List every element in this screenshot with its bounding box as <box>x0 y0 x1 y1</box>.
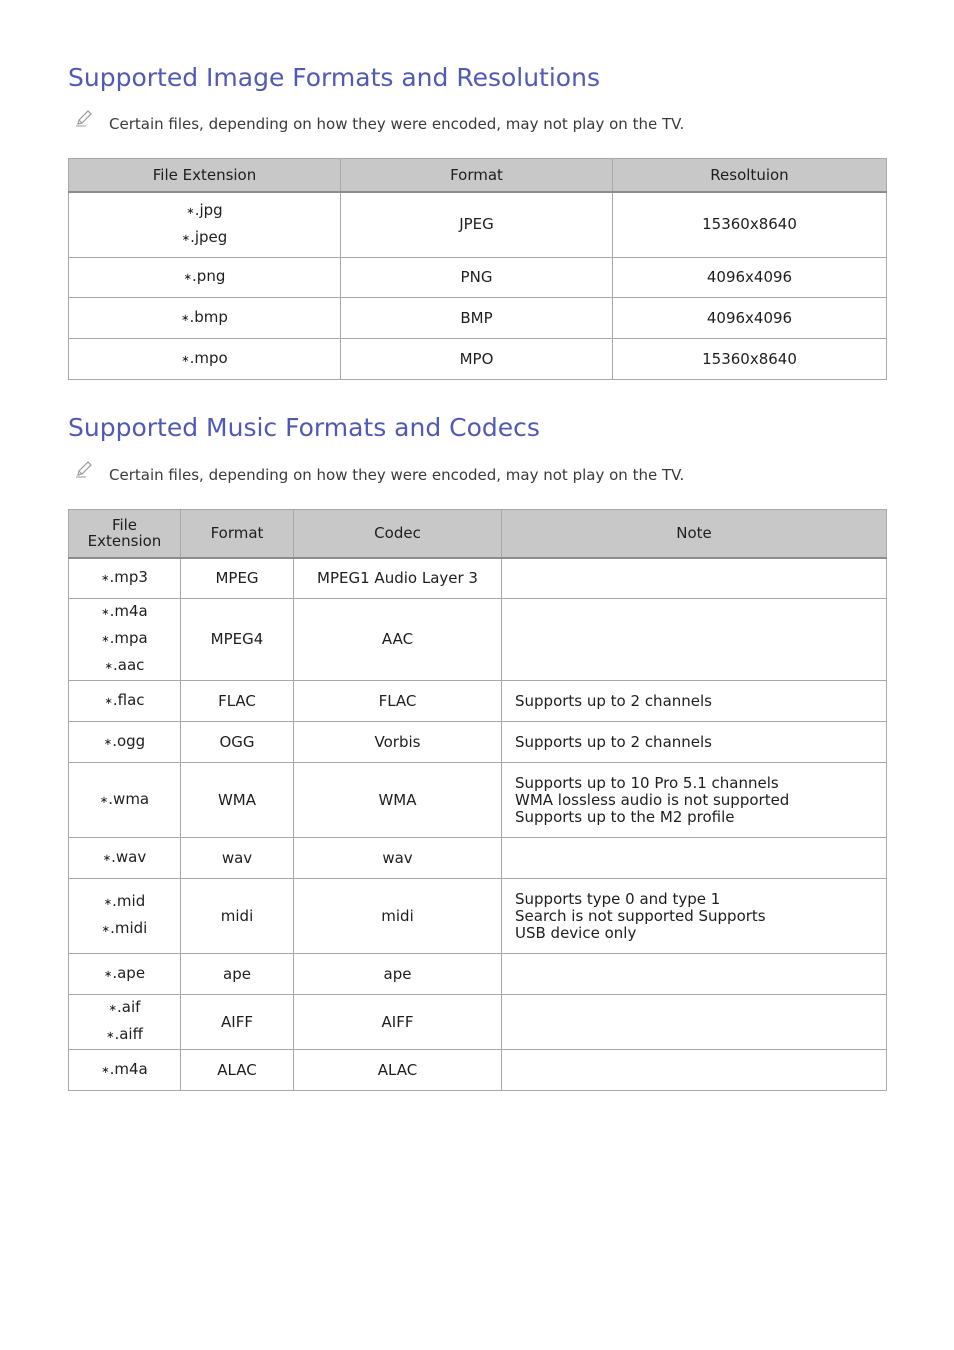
extension-text: jpg <box>199 200 223 219</box>
extension-text: aif <box>121 998 141 1016</box>
asterisk-icon: ∗ <box>101 607 110 618</box>
asterisk-icon: ∗ <box>102 852 112 864</box>
format-cell: FLAC <box>181 681 294 722</box>
extension-dot: . <box>189 307 195 326</box>
extension-text: flac <box>117 690 145 709</box>
file-extension-cell <box>69 339 341 380</box>
file-extension <box>69 653 180 680</box>
format-cell: PNG <box>341 258 613 298</box>
extension-text: mid <box>116 892 146 910</box>
file-extension-cell <box>69 192 341 258</box>
note-cell <box>502 558 887 599</box>
file-extension-cell <box>69 763 181 838</box>
table-row <box>69 722 887 763</box>
file-extension <box>69 225 340 252</box>
table-row <box>69 298 887 339</box>
note-line: WMA lossless audio is not supported <box>515 790 790 809</box>
extension-text: mpa <box>114 629 148 647</box>
extension-dot: . <box>112 656 118 674</box>
pencil-icon <box>74 109 94 127</box>
file-extension-cell <box>69 599 181 681</box>
codec-cell: WMA <box>294 763 502 838</box>
extension-dot: . <box>112 690 118 709</box>
codec-cell: wav <box>294 838 502 879</box>
asterisk-icon: ∗ <box>106 1030 115 1041</box>
asterisk-icon: ∗ <box>103 736 113 748</box>
format-cell: WMA <box>181 763 294 838</box>
extension-text: png <box>196 267 226 285</box>
file-extension-cell <box>69 838 181 879</box>
format-cell: MPEG <box>181 558 294 599</box>
table-row <box>69 681 887 722</box>
file-extension <box>69 599 180 626</box>
file-extension <box>69 1057 180 1084</box>
file-extension-cell <box>69 879 181 954</box>
note-line: Supports up to 10 Pro 5.1 channels <box>515 773 779 792</box>
note-line: Supports up to 2 channels <box>515 732 712 751</box>
file-extension <box>69 198 340 225</box>
extension-dot: . <box>109 1059 115 1078</box>
table-row <box>69 954 887 995</box>
extension-dot: . <box>189 348 195 367</box>
extension-text: m4a <box>114 1059 148 1078</box>
asterisk-icon: ∗ <box>181 353 190 365</box>
extension-text: wma <box>113 789 150 808</box>
extension-dot: . <box>114 1025 120 1043</box>
asterisk-icon: ∗ <box>104 661 113 672</box>
file-extension-cell <box>69 298 341 339</box>
resolution-cell: 4096x4096 <box>613 298 887 339</box>
file-extension <box>69 346 340 373</box>
extension-dot: . <box>112 892 117 910</box>
format-cell: wav <box>181 838 294 879</box>
codec-cell: MPEG1 Audio Layer 3 <box>294 558 502 599</box>
codec-cell: ALAC <box>294 1050 502 1091</box>
note-line: Supports up to 2 channels <box>515 691 712 710</box>
header-resolution: Resoltuion <box>613 159 887 192</box>
asterisk-icon: ∗ <box>108 1003 117 1014</box>
header-file-extension: File Extension <box>69 510 181 558</box>
table-row <box>69 995 887 1050</box>
image-section-title: Supported Image Formats and Resolutions <box>68 63 600 92</box>
file-extension <box>69 916 180 943</box>
extension-text: aac <box>117 656 145 674</box>
header-codec: Codec <box>294 510 502 558</box>
format-cell: BMP <box>341 298 613 339</box>
extension-dot: . <box>112 731 117 750</box>
extension-text: m4a <box>114 602 148 620</box>
file-extension-cell <box>69 1050 181 1091</box>
pencil-icon <box>74 460 94 478</box>
header-file-extension: File Extension <box>69 159 341 192</box>
extension-dot: . <box>192 267 197 285</box>
extension-dot: . <box>109 629 115 647</box>
asterisk-icon: ∗ <box>104 695 113 707</box>
asterisk-icon: ∗ <box>101 634 110 645</box>
codec-cell: AIFF <box>294 995 502 1050</box>
note-cell <box>502 1050 887 1091</box>
file-extension-cell <box>69 558 181 599</box>
extension-text: aiff <box>119 1025 143 1043</box>
resolution-cell: 15360x8640 <box>613 192 887 258</box>
file-extension-cell <box>69 722 181 763</box>
note-line: Search is not supported Supports <box>515 906 766 925</box>
file-extension-cell <box>69 258 341 298</box>
note-cell <box>502 838 887 879</box>
note-cell <box>502 954 887 995</box>
format-cell: ape <box>181 954 294 995</box>
image-section-note <box>74 115 684 133</box>
extension-text: bmp <box>194 307 228 326</box>
format-cell: OGG <box>181 722 294 763</box>
note-cell <box>502 722 887 763</box>
asterisk-icon: ∗ <box>186 205 195 217</box>
asterisk-icon: ∗ <box>103 897 113 908</box>
format-cell: MPO <box>341 339 613 380</box>
asterisk-icon: ∗ <box>181 312 190 324</box>
table-row <box>69 879 887 954</box>
format-cell: JPEG <box>341 192 613 258</box>
extension-text: ogg <box>116 731 146 750</box>
file-extension <box>69 729 180 756</box>
file-extension <box>69 565 180 592</box>
header-format: Format <box>181 510 294 558</box>
table-row <box>69 192 887 258</box>
extension-dot: . <box>194 200 200 219</box>
table-row <box>69 763 887 838</box>
format-cell: AIFF <box>181 995 294 1050</box>
extension-dot: . <box>190 227 195 246</box>
file-extension <box>69 961 180 988</box>
table-row <box>69 258 887 298</box>
file-extension <box>69 626 180 653</box>
codec-cell: Vorbis <box>294 722 502 763</box>
note-cell <box>502 599 887 681</box>
format-cell: midi <box>181 879 294 954</box>
format-cell: ALAC <box>181 1050 294 1091</box>
extension-text: mpo <box>194 348 228 367</box>
header-note: Note <box>502 510 887 558</box>
file-extension <box>69 264 340 291</box>
extension-text: wav <box>115 847 147 866</box>
note-cell <box>502 681 887 722</box>
extension-dot: . <box>116 998 122 1016</box>
table-row <box>69 558 887 599</box>
file-extension <box>69 688 180 715</box>
file-extension <box>69 1022 180 1049</box>
file-extension <box>69 787 180 814</box>
asterisk-icon: ∗ <box>101 1064 110 1076</box>
note-line: Supports up to the M2 profile <box>515 807 735 826</box>
table-header-row <box>69 159 887 192</box>
file-extension-cell <box>69 954 181 995</box>
codec-cell: midi <box>294 879 502 954</box>
file-extension <box>69 889 180 916</box>
music-section-title: Supported Music Formats and Codecs <box>68 413 540 442</box>
extension-dot: . <box>109 567 115 586</box>
extension-text: jpeg <box>194 227 228 246</box>
header-format: Format <box>341 159 613 192</box>
extension-dot: . <box>111 847 116 866</box>
note-line: USB device only <box>515 923 637 942</box>
asterisk-icon: ∗ <box>99 794 109 806</box>
asterisk-icon: ∗ <box>101 924 111 935</box>
file-extension <box>69 845 180 872</box>
asterisk-icon: ∗ <box>103 968 113 980</box>
table-row <box>69 1050 887 1091</box>
codec-cell: ape <box>294 954 502 995</box>
table-header-row <box>69 510 887 558</box>
note-cell <box>502 995 887 1050</box>
codec-cell: AAC <box>294 599 502 681</box>
extension-dot: . <box>109 602 115 620</box>
codec-cell: FLAC <box>294 681 502 722</box>
extension-dot: . <box>108 789 114 808</box>
file-extension <box>69 995 180 1022</box>
table-row <box>69 599 887 681</box>
resolution-cell: 4096x4096 <box>613 258 887 298</box>
file-extension-cell <box>69 995 181 1050</box>
note-cell <box>502 879 887 954</box>
note-text: Certain files, depending on how they were encoded, may not play on the TV. <box>109 115 685 133</box>
file-extension <box>69 305 340 332</box>
note-line: Supports type 0 and type 1 <box>515 889 721 908</box>
extension-text: mp3 <box>114 567 148 586</box>
file-extension-cell <box>69 681 181 722</box>
resolution-cell: 15360x8640 <box>613 339 887 380</box>
music-formats-table <box>68 509 887 1091</box>
asterisk-icon: ∗ <box>183 272 193 283</box>
note-cell <box>502 763 887 838</box>
music-section-note <box>74 466 684 484</box>
asterisk-icon: ∗ <box>101 572 110 584</box>
note-text: Certain files, depending on how they were encoded, may not play on the TV. <box>109 466 685 484</box>
extension-dot: . <box>110 919 115 937</box>
image-formats-table <box>68 158 887 380</box>
table-row <box>69 838 887 879</box>
table-row <box>69 339 887 380</box>
asterisk-icon: ∗ <box>181 232 191 244</box>
extension-text: ape <box>117 963 146 982</box>
extension-dot: . <box>112 963 118 982</box>
extension-text: midi <box>114 919 148 937</box>
format-cell: MPEG4 <box>181 599 294 681</box>
